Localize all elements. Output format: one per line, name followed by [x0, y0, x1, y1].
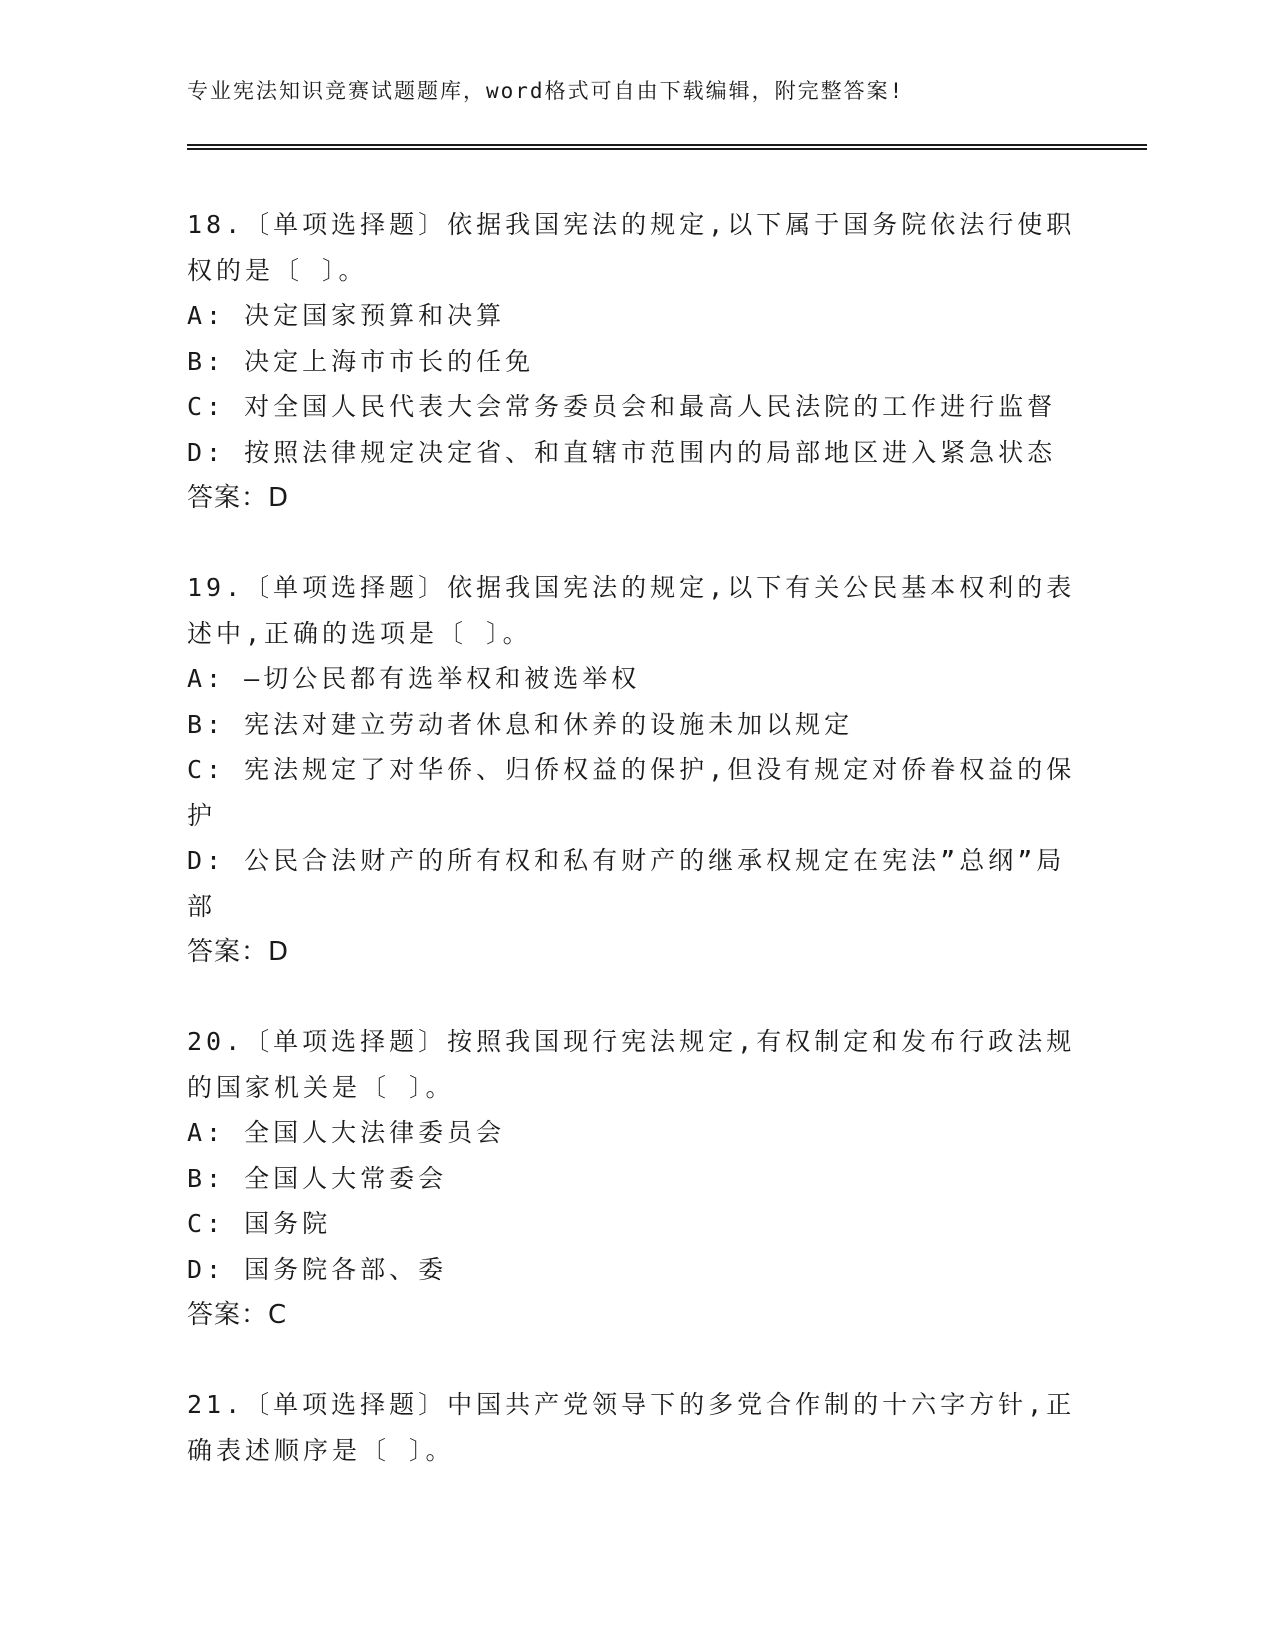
- question-stem: 19.〔单项选择题〕依据我国宪法的规定,以下有关公民基本权利的表述中,正确的选项是〔 〕。: [187, 573, 1076, 648]
- page-header: 专业宪法知识竞赛试题题库，word格式可自由下载编辑，附完整答案!: [187, 79, 905, 103]
- option-a: A: —切公民都有选举权和被选举权: [187, 664, 641, 693]
- question-19: [187, 565, 1077, 975]
- question-18: [187, 202, 1077, 521]
- question-20: [187, 1019, 1077, 1338]
- option-b: B: 宪法对建立劳动者休息和休养的设施未加以规定: [187, 709, 854, 739]
- option-c: C: 宪法规定了对华侨、归侨权益的保护,但没有规定对侨眷权益的保护: [187, 755, 1076, 830]
- question-stem: 21.〔单项选择题〕中国共产党领导下的多党合作制的十六字方针,正确表述顺序是〔 〕。: [187, 1390, 1076, 1465]
- option-d: D: 按照法律规定决定省、和直辖市范围内的局部地区进入紧急状态: [187, 437, 1057, 467]
- answer-line: 答案：D: [187, 483, 290, 513]
- option-b: B: 决定上海市市长的任免: [187, 346, 535, 376]
- option-d: D: 公民合法财产的所有权和私有财产的继承权规定在宪法”总纲”局部: [187, 846, 1066, 921]
- question-stem: 20.〔单项选择题〕按照我国现行宪法规定,有权制定和发布行政法规的国家机关是〔 〕。: [187, 1027, 1076, 1102]
- option-b: B: 全国人大常委会: [187, 1163, 448, 1193]
- option-c: C: 国务院: [187, 1209, 332, 1238]
- question-list: [187, 202, 1077, 1517]
- answer-line: 答案：D: [187, 937, 290, 967]
- answer-line: 答案：C: [187, 1300, 288, 1330]
- option-a: A: 全国人大法律委员会: [187, 1118, 506, 1147]
- question-stem: 18.〔单项选择题〕依据我国宪法的规定,以下属于国务院依法行使职权的是〔 〕。: [187, 210, 1076, 285]
- question-21: [187, 1382, 1077, 1473]
- header-divider: [187, 144, 1147, 150]
- option-a: A: 决定国家预算和决算: [187, 301, 506, 330]
- option-c: C: 对全国人民代表大会常务委员会和最高人民法院的工作进行监督: [187, 392, 1057, 421]
- option-d: D: 国务院各部、委: [187, 1254, 448, 1284]
